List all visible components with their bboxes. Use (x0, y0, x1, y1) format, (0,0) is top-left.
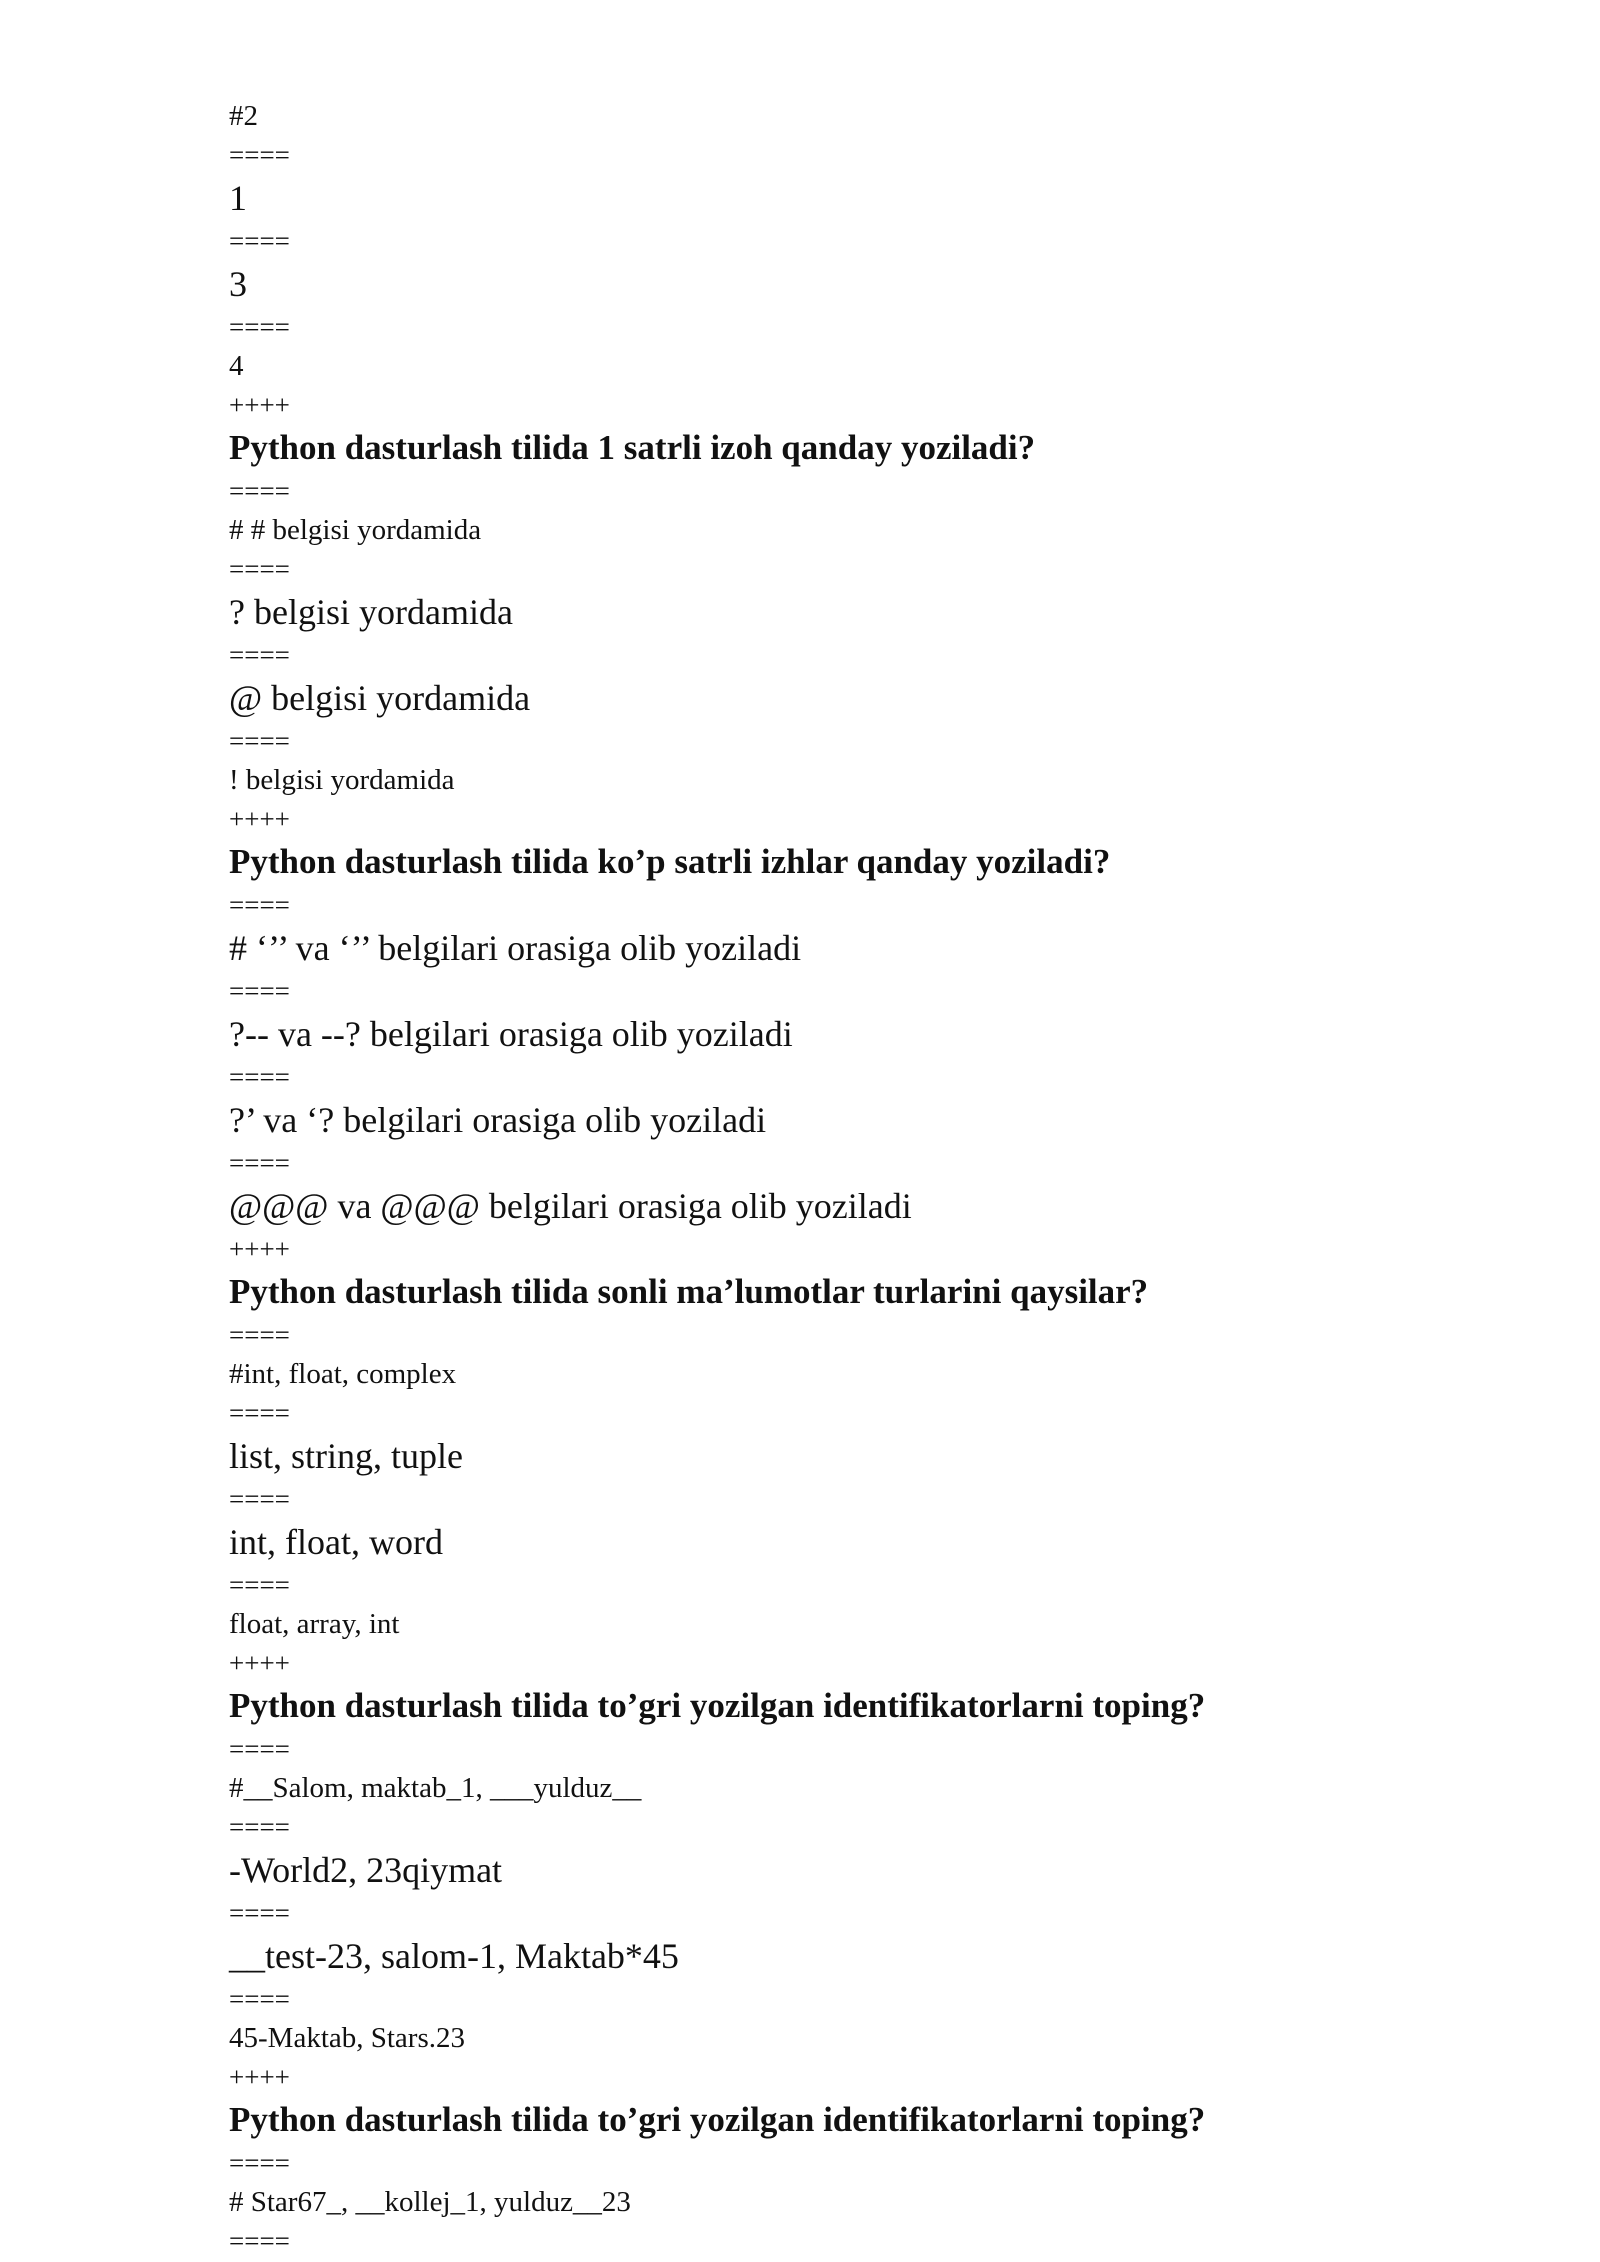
answer-option: #__Salom, maktab_1, ___yulduz__ (229, 1772, 642, 1804)
answer-option: __test-23, salom-1, Maktab*45 (229, 1936, 679, 1976)
option-separator: ==== (229, 1898, 290, 1928)
question-text: Python dasturlash tilida sonli ma’lumotlar turlarini qaysilar? (229, 1272, 1149, 1311)
option-separator: ==== (229, 226, 290, 256)
answer-option: ?’ va ‘? belgilari orasiga olib yoziladi (229, 1100, 767, 1140)
question-separator: ++++ (229, 390, 290, 420)
option-separator: ==== (229, 2226, 290, 2256)
answer-option: # ‘’’ va ‘’’ belgilari orasiga olib yoziladi (229, 928, 802, 968)
answer-option: #int, float, complex (229, 1358, 457, 1390)
answer-option: float, array, int (229, 1608, 400, 1640)
question-text: Python dasturlash tilida to’gri yozilgan identifikatorlarni toping? (229, 1686, 1206, 1725)
option-separator: ==== (229, 726, 290, 756)
answer-option: list, string, tuple (229, 1436, 463, 1476)
option-separator: ==== (229, 640, 290, 670)
question-text: Python dasturlash tilida to’gri yozilgan identifikatorlarni toping? (229, 2100, 1206, 2139)
option-separator: ==== (229, 2148, 290, 2178)
option-separator: ==== (229, 1812, 290, 1842)
answer-option: 3 (229, 264, 247, 304)
answer-option: #2 (229, 100, 258, 132)
option-separator: ==== (229, 476, 290, 506)
answer-option: # Star67_, __kollej_1, yulduz__23 (229, 2186, 631, 2218)
answer-option: # # belgisi yordamida (229, 514, 482, 546)
question-separator: ++++ (229, 2062, 290, 2092)
answer-option: @ belgisi yordamida (229, 678, 531, 718)
option-separator: ==== (229, 1984, 290, 2014)
answer-option: 1 (229, 178, 247, 218)
option-separator: ==== (229, 890, 290, 920)
answer-option: int, float, word (229, 1522, 443, 1562)
option-separator: ==== (229, 1148, 290, 1178)
option-separator: ==== (229, 1484, 290, 1514)
question-separator: ++++ (229, 804, 290, 834)
answer-option: 45-Maktab, Stars.23 (229, 2022, 465, 2054)
answer-option: @@@ va @@@ belgilari orasiga olib yoziladi (229, 1186, 912, 1226)
option-separator: ==== (229, 554, 290, 584)
answer-option: ! belgisi yordamida (229, 764, 455, 796)
option-separator: ==== (229, 1398, 290, 1428)
answer-option: ?-- va --? belgilari orasiga olib yoziladi (229, 1014, 793, 1054)
option-separator: ==== (229, 976, 290, 1006)
option-separator: ==== (229, 140, 290, 170)
answer-option: -World2, 23qiymat (229, 1850, 503, 1890)
question-text: Python dasturlash tilida 1 satrli izoh qanday yoziladi? (229, 428, 1036, 467)
answer-option: 4 (229, 350, 244, 382)
answer-option: ? belgisi yordamida (229, 592, 513, 632)
option-separator: ==== (229, 1062, 290, 1092)
option-separator: ==== (229, 1320, 290, 1350)
question-separator: ++++ (229, 1648, 290, 1678)
option-separator: ==== (229, 312, 290, 342)
question-separator: ++++ (229, 1234, 290, 1264)
document-body (229, 96, 1429, 2260)
option-separator: ==== (229, 1570, 290, 1600)
option-separator: ==== (229, 1734, 290, 1764)
question-text: Python dasturlash tilida ko’p satrli izhlar qanday yoziladi? (229, 842, 1111, 881)
